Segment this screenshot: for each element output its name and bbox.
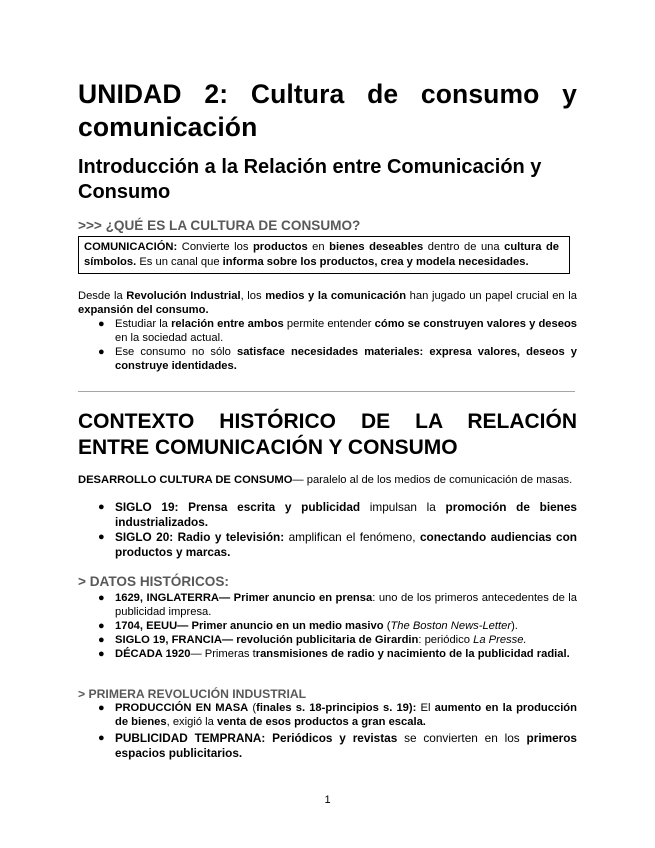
text: El: [416, 702, 435, 714]
bold-text: promoción de bienes industrializados.: [115, 500, 577, 529]
text: Ese consumo no sólo: [115, 346, 237, 358]
bold-text: PRODUCCIÓN EN MASA: [115, 702, 249, 714]
datos-historicos-label: > DATOS HISTÓRICOS:: [78, 574, 229, 589]
bold-text: 1629, INGLATERRA— Primer anuncio en prensa: [115, 592, 373, 604]
bold-text: bienes deseables: [329, 241, 424, 253]
list-item: [78, 701, 577, 729]
intro-paragraph: [78, 289, 577, 317]
bold-text: conectando audiencias con productos y marcas.: [115, 530, 577, 559]
section-question-label: >>> ¿QUÉ ES LA CULTURA DE CONSUMO?: [78, 218, 361, 233]
bold-text: informa sobre los productos, crea y modela necesidades.: [222, 256, 529, 268]
unit-title: UNIDAD 2: Cultura de consumo y comunicación: [78, 79, 577, 142]
bold-text: DESARROLLO CULTURA DE CONSUMO: [78, 474, 293, 486]
text: permite entender: [283, 318, 375, 330]
bold-text: aumento en la producción de bienes: [115, 702, 577, 728]
text: dentro de una: [423, 241, 505, 253]
list-item: [78, 500, 577, 530]
text: Desde la: [78, 290, 127, 302]
text: Es un canal que: [136, 256, 223, 268]
text: — Primeras t: [190, 648, 256, 660]
bold-text: ransmisiones de radio y nacimiento de la publicidad radial.: [255, 648, 570, 660]
desarrollo-paragraph: [78, 473, 577, 487]
siglos-bullet-list: [78, 500, 577, 560]
list-item: [78, 591, 577, 619]
bold-text: relación entre ambos: [171, 318, 284, 330]
bold-text: DÉCADA 1920: [115, 648, 191, 660]
text: (: [248, 702, 257, 714]
definition-term: COMUNICACIÓN:: [84, 241, 178, 253]
list-item: [78, 317, 577, 345]
list-item: [78, 731, 577, 761]
bullet-icon: ●: [98, 318, 105, 330]
italic-text: The Boston News-Letter: [390, 620, 512, 632]
bold-text: venta de esos productos a gran escala.: [216, 716, 426, 728]
revolucion-industrial-label: > PRIMERA REVOLUCIÓN INDUSTRIAL: [78, 687, 307, 701]
bold-text: SIGLO 19, FRANCIA— revolución publicitaria de Girardin: [115, 634, 419, 646]
bold-text: cómo se construyen valores y deseos: [374, 318, 578, 330]
bold-text: finales s. 18-principios s. 19):: [256, 702, 417, 714]
text: — paralelo al de los medios de comunicación de masas.: [292, 474, 573, 486]
text: se convierten en los: [397, 731, 527, 745]
bold-text: expansión del consumo.: [78, 304, 209, 316]
text: , los: [240, 290, 266, 302]
bold-text: SIGLO 20: Radio y televisión:: [115, 530, 285, 544]
subtitle: Introducción a la Relación entre Comunicación y Consumo: [78, 156, 542, 203]
list-item: [78, 633, 577, 647]
bold-text: 1704, EEUU— Primer anuncio en un medio masivo: [115, 620, 384, 632]
text: Convierte los: [177, 241, 253, 253]
bullet-icon: ●: [98, 592, 105, 604]
text: (: [383, 620, 391, 632]
definition-box: [78, 236, 570, 274]
intro-bullet-list: [78, 317, 577, 373]
bullet-icon: ●: [98, 732, 105, 744]
text: Estudiar la: [115, 318, 172, 330]
bold-text: Revolución Industrial: [126, 290, 241, 302]
bullet-icon: ●: [98, 501, 105, 513]
datos-bullet-list: [78, 591, 577, 661]
page-number: 1: [324, 794, 331, 806]
bullet-icon: ●: [98, 634, 105, 646]
bold-text: medios y la comunicación: [265, 290, 407, 302]
text: amplifican el fenómeno,: [284, 530, 420, 544]
text: : periódico: [418, 634, 474, 646]
list-item: [78, 530, 577, 560]
text: en la sociedad actual.: [115, 332, 224, 344]
text: impulsan la: [360, 500, 446, 514]
text: ).: [511, 620, 518, 632]
bullet-icon: ●: [98, 620, 105, 632]
bold-text: SIGLO 19: Prensa escrita y publicidad: [115, 500, 361, 514]
context-title: CONTEXTO HISTÓRICO DE LA RELACIÓN ENTRE COMUNICACIÓN Y CONSUMO: [78, 410, 577, 459]
list-item: [78, 345, 577, 373]
list-item: [78, 619, 577, 633]
italic-text: La Presse.: [473, 634, 527, 646]
text: han jugado un papel crucial en la: [406, 290, 577, 302]
text: en: [307, 241, 330, 253]
revolucion-bullet-list: [78, 701, 577, 761]
horizontal-divider: [78, 391, 575, 392]
bold-text: cultura de símbolos.: [84, 241, 559, 268]
bold-text: primeros espacios publicitarios.: [115, 731, 577, 760]
bullet-icon: ●: [98, 346, 105, 358]
bullet-icon: ●: [98, 702, 105, 714]
bullet-icon: ●: [98, 531, 105, 543]
bold-text: PUBLICIDAD TEMPRANA: Periódicos y revistas: [115, 731, 398, 745]
text: , exigió la: [166, 716, 217, 728]
bullet-icon: ●: [98, 648, 105, 660]
bold-text: satisface necesidades materiales: expresa valores, deseos y construye identidades.: [115, 346, 577, 372]
bold-text: productos: [252, 241, 308, 253]
text: : uno de los primeros antecedentes de la publicidad impresa.: [115, 592, 578, 618]
list-item: [78, 647, 577, 661]
